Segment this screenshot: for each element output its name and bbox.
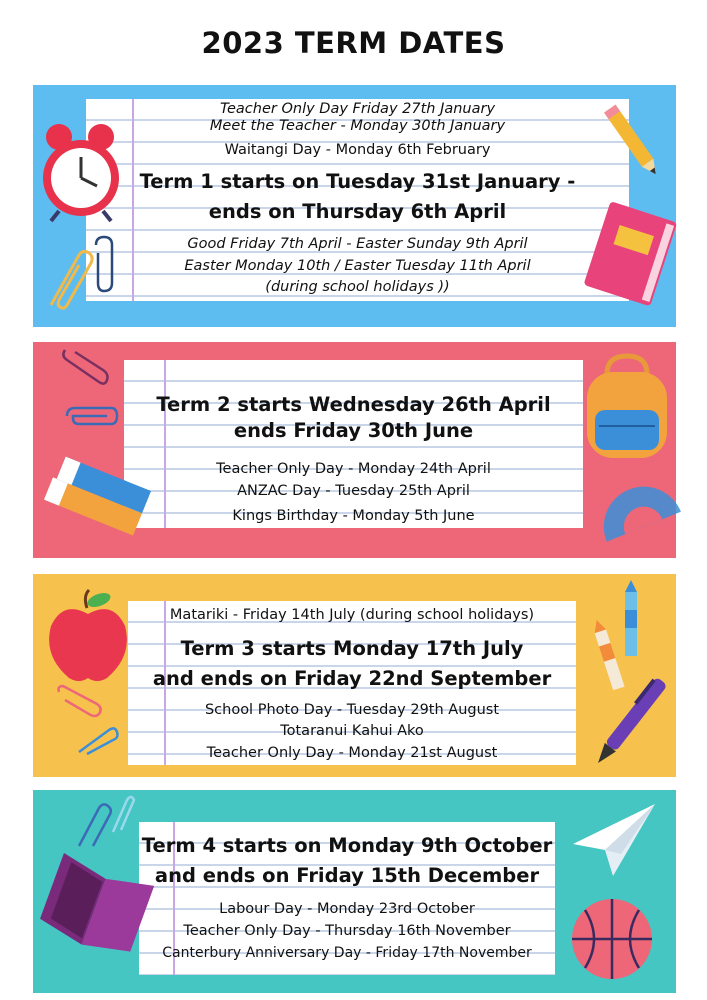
kings-birthday-line: Kings Birthday - Monday 5th June — [232, 508, 475, 524]
backpack-icon — [577, 354, 677, 464]
apple-icon — [43, 586, 133, 686]
easter-line-1: Good Friday 7th April - Easter Sunday 9th April — [187, 236, 528, 252]
term2-note-paper — [124, 360, 583, 528]
paperclip-icon — [75, 726, 119, 756]
easter-line-2: Easter Monday 10th / Easter Tuesday 11th April — [184, 258, 531, 274]
paperclip-icon — [59, 344, 109, 388]
pencil-icon — [593, 95, 673, 185]
open-book-icon — [39, 848, 159, 958]
holidays-note: (during school holidays )) — [265, 279, 450, 295]
term1-end-heading: ends on Thursday 6th April — [208, 200, 507, 223]
term3-band — [33, 574, 676, 777]
teacher-only-day-line: Teacher Only Day Friday 27th January — [219, 101, 496, 117]
term4-band — [33, 790, 676, 993]
term4-note-paper — [139, 822, 555, 975]
term1-band — [33, 85, 676, 327]
term1-start-heading: Term 1 starts on Tuesday 31st January - — [139, 170, 576, 193]
waitangi-day-line: Waitangi Day - Monday 6th February — [224, 142, 491, 158]
teacher-only-day-line: Teacher Only Day - Thursday 16th November — [183, 923, 511, 939]
term3-end-heading: and ends on Friday 22nd September — [152, 667, 552, 690]
term4-start-heading: Term 4 starts on Monday 9th October — [141, 834, 553, 857]
term4-end-heading: and ends on Friday 15th December — [154, 864, 540, 887]
protractor-icon — [593, 470, 683, 550]
school-photo-day-line: School Photo Day - Tuesday 29th August — [204, 702, 500, 718]
term3-start-heading: Term 3 starts Monday 17th July — [180, 637, 524, 660]
teacher-only-day-line: Teacher Only Day - Monday 21st August — [206, 745, 498, 761]
paperclip-icon — [55, 684, 105, 718]
anzac-day-line: ANZAC Day - Tuesday 25th April — [237, 483, 470, 499]
paperclip-icon — [63, 404, 119, 428]
notebook-icon — [581, 200, 681, 310]
paperclip-icon — [88, 235, 128, 295]
term1-note-paper — [86, 99, 629, 301]
canterbury-anniversary-line: Canterbury Anniversary Day - Friday 17th November — [162, 945, 532, 961]
meet-the-teacher-line: Meet the Teacher - Monday 30th January — [209, 118, 506, 134]
margin-line — [164, 360, 166, 528]
page-title: 2023 TERM DATES — [201, 26, 506, 60]
term2-end-heading: ends Friday 30th June — [233, 419, 474, 442]
basketball-icon — [567, 894, 657, 984]
term3-note-paper — [128, 601, 576, 765]
paper-plane-icon — [569, 800, 659, 880]
term2-start-heading: Term 2 starts Wednesday 26th April — [156, 393, 551, 416]
kahui-ako-line: Totaranui Kahui Ako — [280, 723, 424, 739]
labour-day-line: Labour Day - Monday 23rd October — [219, 901, 475, 917]
paperclip-icon — [107, 794, 137, 836]
matariki-line: Matariki - Friday 14th July (during school holidays) — [169, 607, 535, 623]
pen-icon — [589, 670, 669, 780]
term2-band — [33, 342, 676, 558]
teacher-only-day-line: Teacher Only Day - Monday 24th April — [216, 461, 491, 477]
alarm-clock-icon — [39, 123, 129, 223]
books-icon — [39, 442, 159, 552]
